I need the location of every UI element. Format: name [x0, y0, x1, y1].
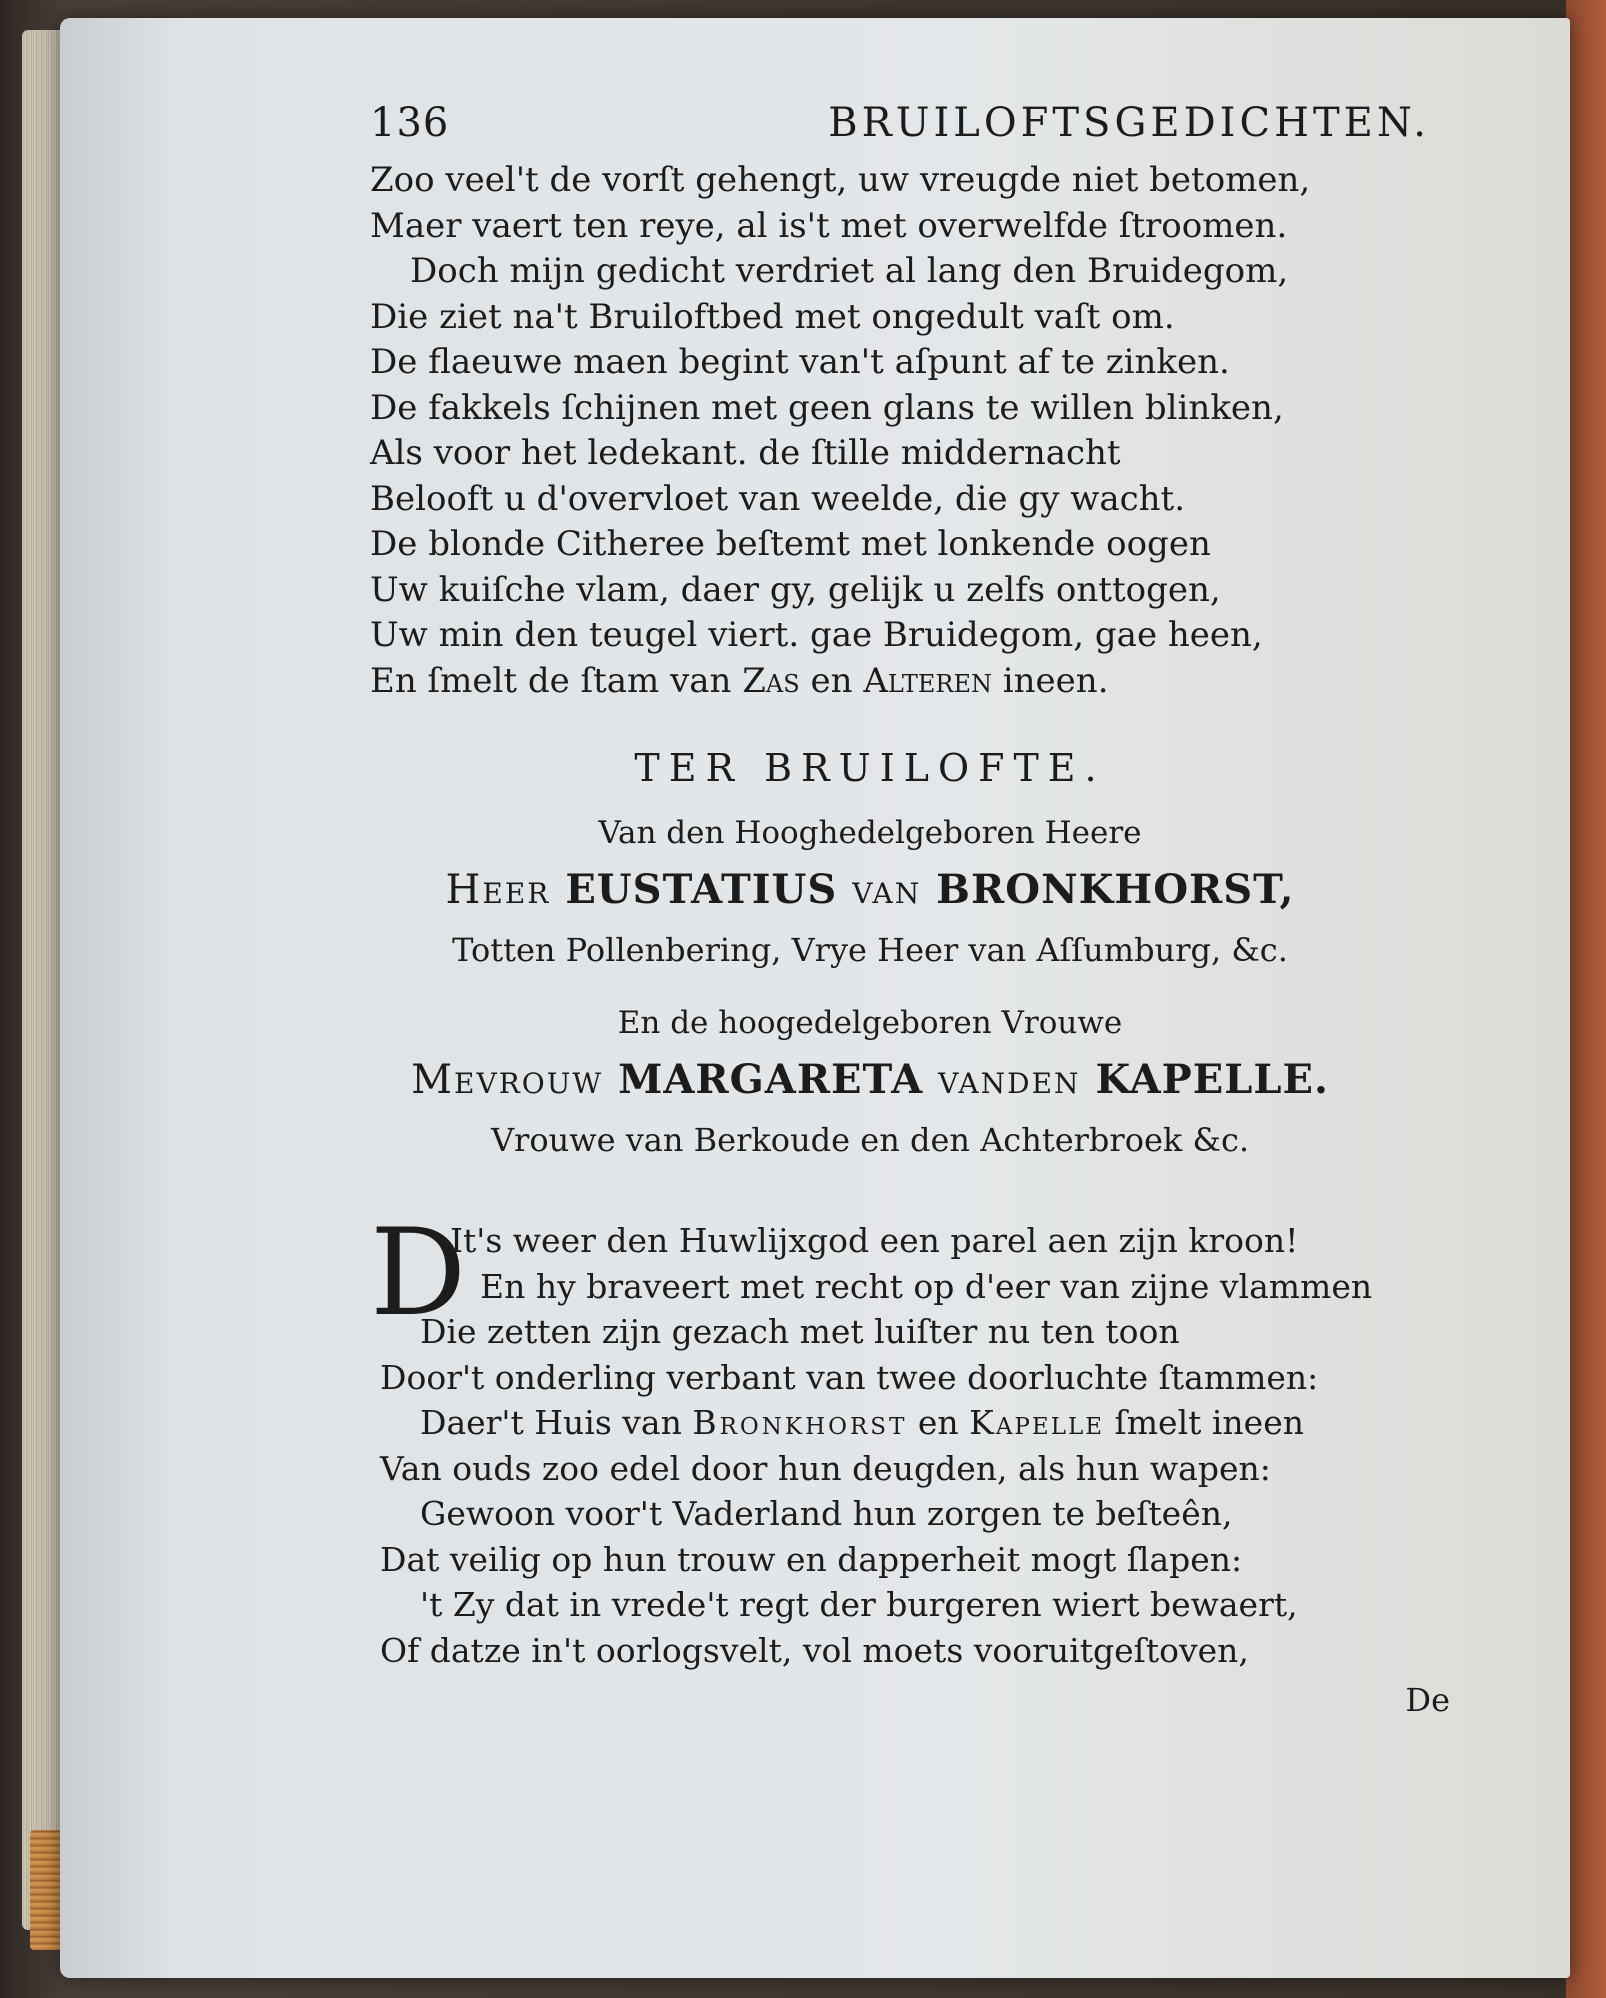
groom-titles: Totten Pollenbering, Vrye Heer van Aſſumburg, &c. [452, 931, 1288, 969]
verse-line: Die zetten zijn gezach met luiſter nu ten toon [420, 1312, 1180, 1351]
verse-text: en [907, 1403, 970, 1442]
first-name: MARGARETA [618, 1056, 924, 1103]
verse-text: Daer't Huis van [420, 1403, 693, 1442]
family-name: Alteren [863, 660, 992, 701]
verse-line: De blonde Citheree beſtemt met lonkende oogen [370, 524, 1211, 564]
title-prefix: Mevrouw [411, 1057, 604, 1103]
verse-line: It's weer den Huwlijxgod een parel aen zijn kroon! [450, 1221, 1299, 1260]
poem-title: TER BRUILOFTE. [634, 746, 1106, 790]
verse-text: en [799, 660, 864, 701]
name-particle: vanden [938, 1057, 1081, 1103]
family-name: Kapelle [969, 1403, 1105, 1442]
verse-line: Uw kuiſche vlam, daer gy, gelijk u zelfs onttogen, [370, 569, 1221, 610]
page-number: 136 [370, 100, 450, 146]
verse-line: Als voor het ledekant. de ſtille middernacht [370, 433, 1121, 473]
dedication-line: En de hoogedelgeboren Vrouwe [617, 1005, 1123, 1041]
verse-line: De fakkels ſchijnen met geen glans te willen blinken, [370, 387, 1284, 428]
poem-title-block [370, 746, 1370, 1170]
page-header [370, 100, 1490, 158]
bride-name [370, 1050, 1370, 1110]
drop-cap: D [370, 1204, 467, 1343]
verse-line: Belooft u d'overvloet van weelde, die gy wacht. [370, 478, 1186, 519]
family-name: Bronkhorst [692, 1403, 908, 1442]
last-name: BRONKHORST, [936, 866, 1295, 913]
verse-line: Uw min den teugel viert. gae Bruidegom, gae heen, [370, 615, 1263, 655]
verse-text: ſmelt ineen [1104, 1403, 1304, 1442]
verse-line-last [370, 659, 1490, 705]
poem-continued [370, 158, 1490, 704]
title-prefix: Heer [445, 867, 551, 913]
verse-line: Maer vaert ten reye, al is't met overwelfde ſtroomen. [370, 205, 1288, 246]
verse-text: En ſmelt de ſtam van [370, 660, 743, 701]
wedding-poem [370, 1204, 1490, 1719]
verse-line: Doch mijn gedicht verdriet al lang den Bruidegom, [410, 251, 1289, 291]
verse-line: Dat veilig op hun trouw en dapperheit mogt ſlapen: [380, 1539, 1243, 1579]
verse-line: 't Zy dat in vrede't regt der burgeren wiert bewaert, [420, 1585, 1298, 1624]
name-particle: van [852, 867, 922, 913]
background-cloth [1566, 0, 1606, 1998]
last-name: KAPELLE. [1095, 1056, 1329, 1103]
verse-line: Door't onderling verbant van twee doorluchte ſtammen: [380, 1357, 1319, 1397]
verse-line: Of datze in't oorlogsvelt, vol moets vooruitgeſtoven, [380, 1630, 1249, 1670]
verse-line [370, 1400, 1490, 1446]
verse-line: En hy braveert met recht op d'eer van zijne vlammen [480, 1266, 1373, 1306]
first-name: EUSTATIUS [565, 866, 838, 913]
verse-line: Zoo veel't de vorſt gehengt, uw vreugde niet betomen, [370, 160, 1311, 200]
verse-line: Van ouds zoo edel door hun deugden, als hun wapen: [380, 1448, 1271, 1488]
verse-line: Gewoon voor't Vaderland hun zorgen te beſteên, [420, 1494, 1233, 1533]
catchword: De [1405, 1681, 1450, 1719]
running-title: BRUILOFTSGEDICHTEN. [828, 100, 1430, 146]
family-name: Zas [742, 660, 800, 701]
page-text [370, 100, 1490, 1719]
groom-name [370, 860, 1370, 920]
dedication-line: Van den Hooghedelgeboren Heere [598, 815, 1142, 851]
verse-line: De flaeuwe maen begint van't aſpunt af te zinken. [370, 342, 1230, 382]
verse-text: ineen. [991, 660, 1109, 701]
bride-titles: Vrouwe van Berkoude en den Achterbroek &c. [490, 1121, 1250, 1159]
verse-line: Die ziet na't Bruiloftbed met ongedult vaſt om. [370, 296, 1175, 337]
